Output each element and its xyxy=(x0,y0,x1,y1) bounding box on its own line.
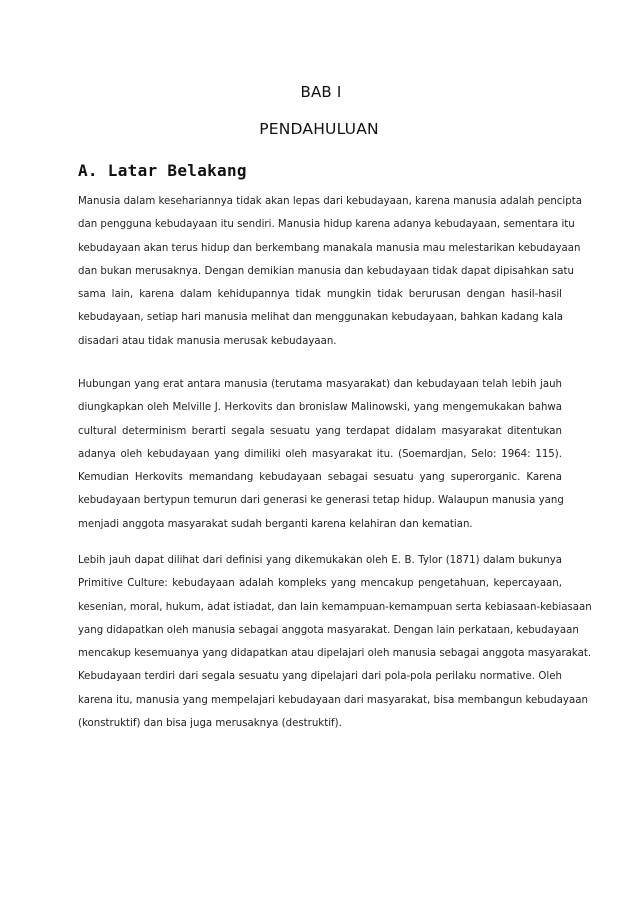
text-line: mencakup kesemuanya yang didapatkan atau dipelajari oleh manusia sebagai anggota masyarakat. xyxy=(78,648,592,660)
text-line: Kebudayaan terdiri dari segala sesuatu yang dipelajari dari pola-pola perilaku normative. Oleh xyxy=(78,671,562,683)
text-line: kesenian, moral, hukum, adat istiadat, dan lain kemampuan-kemampuan serta kebiasaan-kebiasaan xyxy=(78,601,592,613)
text-line: dan bukan merusaknya. Dengan demikian manusia dan kebudayaan tidak dapat dipisahkan satu xyxy=(78,265,574,277)
text-line: (konstruktif) dan bisa juga merusaknya (destruktif). xyxy=(78,718,342,730)
text-line: cultural determinism berarti segala sesuatu yang terdapat didalam masyarakat ditentukan xyxy=(78,425,562,437)
paragraph-2 xyxy=(78,373,562,536)
text-line: Primitive Culture: kebudayaan adalah kompleks yang mencakup pengetahuan, kepercayaan, xyxy=(78,578,562,590)
chapter-heading: BAB I xyxy=(300,83,342,101)
text-line: diungkapkan oleh Melville J. Herkovits dan bronislaw Malinowski, yang mengemukakan bahwa xyxy=(78,402,562,414)
text-line: yang didapatkan oleh manusia sebagai anggota masyarakat. Dengan lain perkataan, kebudayaan xyxy=(78,624,579,636)
text-line: disadari atau tidak manusia merusak kebudayaan. xyxy=(78,335,337,347)
text-line: sama lain, karena dalam kehidupannya tidak mungkin tidak berurusan dengan hasil-hasil xyxy=(78,289,562,301)
text-line: Lebih jauh dapat dilihat dari definisi yang dikemukakan oleh E. B. Tylor (1871) dalam bukunya xyxy=(78,555,562,566)
text-line: kebudayaan bertурun temurun dari generasi ke generasi tetap hidup. Walaupun manusia yang xyxy=(78,495,564,507)
text-line: Kemudian Herkovits memandang kebudayaan sebagai sesuatu yang superorganic. Karena xyxy=(78,472,562,484)
paragraph-1 xyxy=(78,190,582,353)
chapter-title: PENDAHULUAN xyxy=(259,120,379,138)
text-line: adanya oleh kebudayaan yang dimiliki oleh masyarakat itu. (Soemardjan, Selo: 1964: 115). xyxy=(78,448,562,460)
text-line: menjadi anggota masyarakat sudah berganti karena kelahiran dan kematian. xyxy=(78,518,473,530)
paragraph-3 xyxy=(78,549,592,735)
text-line: dan pengguna kebudayaan itu sendiri. Manusia hidup karena adanya kebudayaan, sementara itu xyxy=(78,219,575,231)
text-line: Manusia dalam kesehariannya tidak akan lepas dari kebudayaan, karena manusia adalah pencipta xyxy=(78,196,582,207)
text-line: karena itu, manusia yang mempelajari kebudayaan dari masyarakat, bisa membangun kebudayaan xyxy=(78,694,588,706)
section-title: A. Latar Belakang xyxy=(78,161,247,180)
text-line: kebudayaan akan terus hidup dan berkembang manakala manusia mau melestarikan kebudayaan xyxy=(78,242,581,254)
text-line: kebudayaan, setiap hari manusia melihat dan menggunakan kebudayaan, bahkan kadang kala xyxy=(78,312,564,324)
text-line: Hubungan yang erat antara manusia (terutama masyarakat) dan kebudayaan telah lebih jauh xyxy=(78,379,562,390)
